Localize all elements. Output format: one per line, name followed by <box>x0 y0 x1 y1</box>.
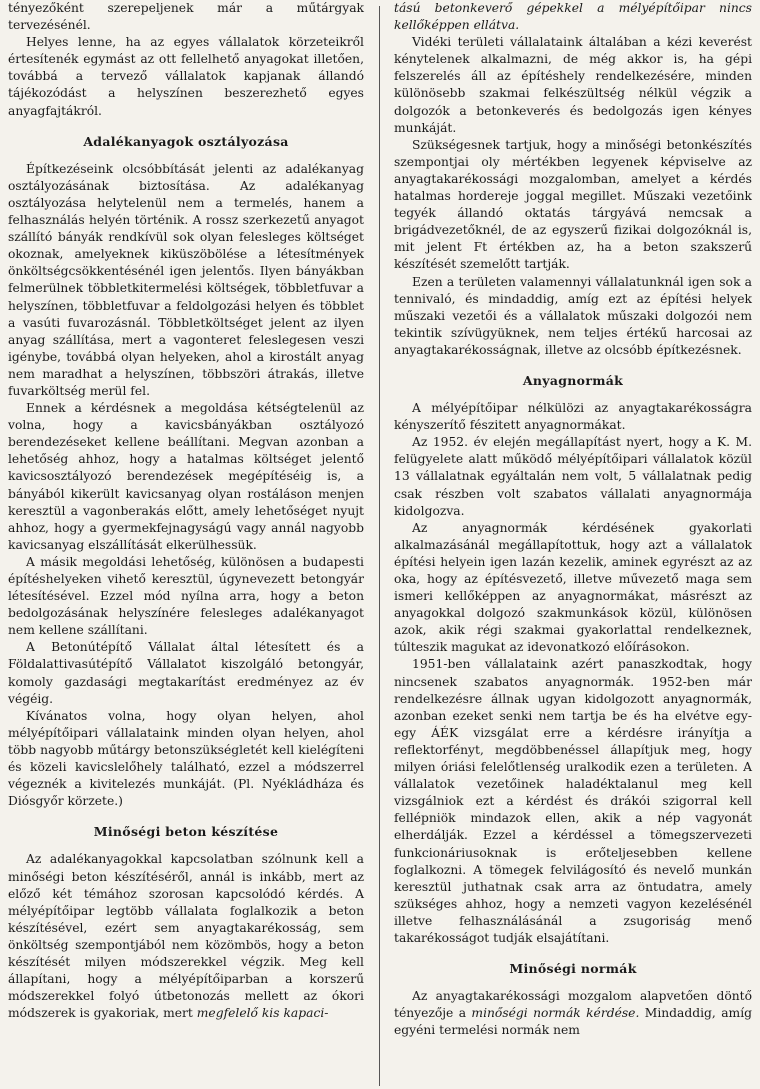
paragraph: Az anyagnormák kérdésének gyakorlati alkalmazásánál megállapítottuk, hogy azt a vállalatok építési helyein igen lazán kezelik, aminek egyrészt az az oka, hogy az építésvezető, illetve művezető maga sem ismeri kellőképpen az anyagnormákat, másrészt az anyagokkal dolgozó szakmunkások közül, különösen azok, akik régi szakmai gyakorlattal rendelkeznek, túlteszik magukat az idevonatkozó előírásokon. <box>394 520 752 655</box>
paragraph: Az 1952. év elején megállapítást nyert, hogy a K. M. felügyelete alatt működő mélyépítőipari vállalatok közül 13 vállalatnak egyáltalán nem volt, 5 vállalatnak pedig csak részben volt szabatos vállalati anyagnormája kidolgozva. <box>394 435 752 518</box>
paragraph: A másik megoldási lehetőség, különösen a budapesti építéshelyeken vihető keresztül, úgynevezett betongyár létesítésével. Ezzel mód nyílna arra, hogy a beton bedolgozásának helyszínére felesleges adalékanyagot nem kellene szállítani. <box>8 554 364 638</box>
paragraph: Kívánatos volna, hogy olyan helyen, ahol mélyépítőipari vállalataink minden olyan helyen, ahol több nagyobb műtárgy betonszükségletét kell kielégíteni és közeli kavicslelőhely található, ezzel a módszerrel végeznék a kivitelezés munkáját. (Pl. Nyékládháza és Diósgyőr körzete.) <box>8 708 364 809</box>
left-column <box>8 0 364 1022</box>
section-heading: Anyagnormák <box>522 372 624 388</box>
emphasis-text: megfelelő kis kapaci- <box>196 1006 329 1021</box>
paragraph <box>394 988 752 1039</box>
right-column <box>394 0 752 1039</box>
paragraph-text: Mindaddig, amíg egyéni termelési normák nem <box>394 1006 752 1038</box>
paragraph: Építkezéseink olcsóbbítását jelenti az adalékanyag osztályozásának biztosítása. Az adalékanyag osztályozása helytelenül nem a termelés, hanem a felhasználás helyén történik. A rossz szerkezetű anyagot szállító bányák rendkívül sok olyan felesleges költséget okoznak, amelyeknek kiküszöbölése a létesítmények önköltségcsökkentésénél igen jelentős. Ilyen bányákban felmerülnek többletkitermelési költségek, többletfuvar a helyszínen, többletfuvar a feldolgozási helyen és többlet a vasúti fuvarozásnál. Többletköltséget jelent az ilyen anyag szállítása, mert a vagonteret feleslegesen veszi igénybe, továbbá olyan helyeken, ahol a kirostált anyag nem maradhat a helyszínen, többszöri átrakás, illetve fuvarköltség merül fel. <box>8 161 364 398</box>
column-divider <box>379 6 380 1086</box>
paragraph: A Betonútépítő Vállalat által létesített és a Földalattivasútépítő Vállalatot kiszolgáló betongyár, komoly gazdasági megtakarítást eredményez az év végéig. <box>8 640 364 706</box>
paragraph: tényezőként szerepeljenek már a műtárgyak tervezésénél. <box>8 1 364 33</box>
section-heading: Adalékanyagok osztályozása <box>83 133 289 149</box>
paragraph <box>8 851 364 1022</box>
paragraph: Ezen a területen valamennyi vállalatunknál igen sok a tennivaló, és mindaddig, amíg ezt az építési helyek műszaki vezetői és a vállalatok műszaki dolgozói nem tekintik szívügyüknek, nem teljes értékű harcosai az anyagtakarékosságnak, illetve az olcsóbb építkezésnek. <box>394 274 752 357</box>
paragraph: tású betonkeverő gépekkel a mélyépítőipar nincs kellőképpen ellátva. <box>394 1 752 33</box>
paragraph: Helyes lenne, ha az egyes vállalatok körzeteikről értesítenék egymást az ott fellelhető anyagokat illetően, továbbá a tervező vállalatok kapjanak állandó tájékozódást a helyszínen beszerezhető egyes anyagfajtákról. <box>8 35 364 118</box>
paragraph-text: Az adalékanyagokkal kapcsolatban szólnunk kell a minőségi beton készítéséről, annál is inkább, mert az előző két témához szorosan kapcsolódó kérdés. A mélyépítőipar legtöbb vállalata foglalkozik a beton készítésével, ezért sem anyagtakarékosság, sem önköltség szempontjából nem közömbös, hogy a beton készítését milyen módszerekkel végzik. Meg kell állapítani, hogy a mélyépítőiparban a korszerű módszerekkel folyó útbetonozás mellett az ókori módszerek is gyakoriak, mert <box>8 852 364 1021</box>
paragraph: A mélyépítőipar nélkülözi az anyagtakarékosságra kényszerítő fészitett anyagnormákat. <box>394 401 752 433</box>
paragraph: Ennek a kérdésnek a megoldása kétségtelenül az volna, hogy a kavicsbányákban osztályozó berendezéseket kellene beállítani. Megvan azonban a lehetőség ahhoz, hogy a hatalmas költséget jelentő kavicsosztályozó berendezések megépítéséig is, a bányából kikerült kavicsanyag olyan rostáláson menjen keresztül a vagonberakás előtt, amely lehetőséget nyujt ahhoz, hogy a gyermekfejnagyságú vagy annál nagyobb kavicsanyag elszállítását elkerülhessük. <box>8 401 364 552</box>
emphasis-text: minőségi normák kérdése. <box>471 1006 640 1021</box>
paragraph: Szükségesnek tartjuk, hogy a minőségi betonkészítés szempontjai oly mértékben legyenek képviselve az anyagtakarékossági mozgalomban, amelyet a kérdés hatalmas hordereje joggal megillet. Műszaki vezetőink tegyék állandó oktatás tárgyává nemcsak a brigádvezetőknél, de az egyszerű fizikai dolgozóknál is, mit jelent Ft értékben az, ha a beton szakszerű készítését szemelőtt tartják. <box>394 137 752 272</box>
section-heading: Minőségi normák <box>509 961 637 977</box>
paragraph: Vidéki területi vállalataink általában a kézi keverést kénytelenek alkalmazni, de még akkor is, ha gépi felszerelés áll az építéshely rendelkezésére, minden különösebb szakmai felkészültség nélkül végzik a dolgozók a betonkeverés és bedolgozás igen kényes munkáját. <box>394 35 752 135</box>
paragraph: 1951-ben vállalataink azért panaszkodtak, hogy nincsenek szabatos anyagnormák. 1952-ben már rendelkezésre állnak ugyan kidolgozott anyagnormák, azonban ezeket senki nem tartja be és ha elvétve egy-egy ÁÉK vizsgálat erre a kérdésre irányítja a reflektorfényt, megdöbbenéssel állapítjuk meg, hogy milyen óriási felelőtlenség uralkodik ezen a területen. A vállalatok vezetőinek haladéktalanul meg kell vizsgálniok ezt a kérdést és drákói szigorral kell fellépniök mindazok ellen, akik a nép vagyonát elherdálják. Ezzel a kérdéssel a tömegszervezeti funkcionáriusoknak is erőteljesebben kellene foglalkozni. A tömegek felvilágosító és nevelő munkán keresztül juthatnak csak arra az öntudatra, amely szükséges ahhoz, hogy a nemzeti vagyon kezelésénél illetve felhasználásánál a zsugoriság menő takarékosságot tudják elsajátítani. <box>394 657 752 945</box>
paragraph-text: Az anyagtakarékossági mozgalom alapvetően döntő tényezője a <box>394 989 752 1021</box>
section-heading: Minőségi beton készítése <box>93 824 279 840</box>
